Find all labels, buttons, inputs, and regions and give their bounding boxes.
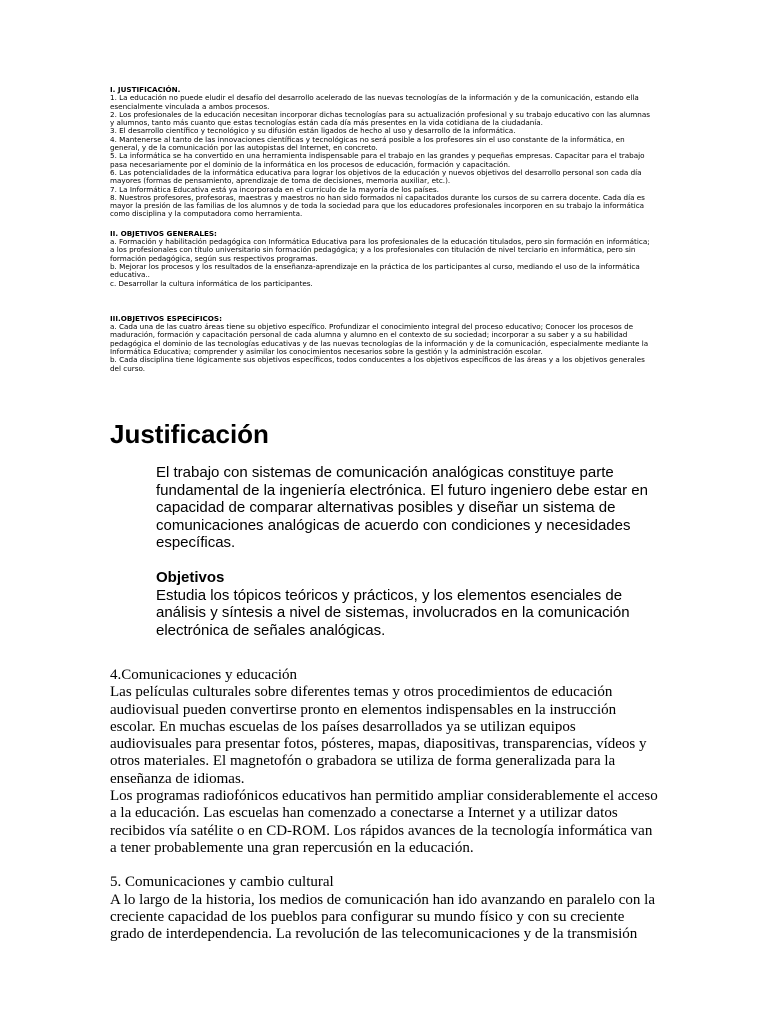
section1-item: 5. La informática se ha convertido en una herramienta indispensable para el trabajo en las grandes y pequeñas empresas. Capacitar para el trabajo pasa necesariamente por el dominio de la informática en los procesos de educación, formación y capacitación. (110, 151, 645, 169)
section3-item: b. Cada disciplina tiene lógicamente sus objetivos específicos, todos conducentes a los objetivos específicos de las áreas y a los objetivos generales del curso. (110, 355, 645, 373)
serif-text-block (110, 667, 660, 943)
objetivos-text: Estudia los tópicos teóricos y prácticos, y los elementos esenciales de análisis y síntesis a nivel de sistemas, involucrados en la comunicación electrónica de señales analógicas. (156, 586, 630, 639)
justificacion-title: Justificación (110, 419, 269, 449)
section3-item: a. Cada una de las cuatro áreas tiene su objetivo específico. Profundizar el conocimiento integral del proceso educativo; Conocer los procesos de maduración, formación y capacitación personal de cada alumna y alumno en el contexto de su sociedad; incorporar a su saber y a su habilidad pedagógica el dominio de las tecnologías educativas y de las nuevas tecnologías de la información y de la comunicación, especialmente mediante la Informática Educativa; comprender y asimilar los conocimientos necesarios sobre la gestión y la administración escolar. (110, 322, 649, 357)
objetivos-heading: Objetivos (156, 568, 225, 586)
section3-heading: III.OBJETIVOS ESPECÍFICOS: (110, 313, 222, 323)
section1-heading: I. JUSTIFICACIÓN. (110, 85, 181, 94)
section1-item: 8. Nuestros profesores, profesoras, maestras y maestros no han sido formados ni capacitados durante los cursos de su carrera docente. Cada día es mayor la presión de las familias de los alumnos y de toda la sociedad para que los educadores profesionales incorporen en su trabajo la informática como disciplina y la computadora como herramienta. (110, 192, 645, 219)
section5-paragraph: A lo largo de la historia, los medios de comunicación han ido avanzando en paralelo con la creciente capacidad de los pueblos para configurar su mundo físico y con su creciente grado de interdependencia. La revolución de las telecomunicaciones y de la transmisión (110, 891, 655, 943)
section2-item: a. Formación y habilitación pedagógica con Informática Educativa para los profesionales de la educación titulados, pero sin formación en informática; a los profesionales con título universitario sin formación pedagógica; y a los profesionales con titulación de nivel terciario en informática, pero sin formación pedagógica, según sus respectivos programas. (110, 237, 650, 263)
section1-item: 7. La Informática Educativa está ya incorporada en el currículo de la mayoría de los países. (110, 184, 439, 194)
section1-item: 4. Mantenerse al tanto de las innovaciones científicas y tecnológicas no será posible a los profesores sin el uso constante de la informática, en general, y de la comunicación por las autopistas del Internet, en concreto. (110, 134, 625, 153)
section2-item: c. Desarrollar la cultura informática de los participantes. (110, 278, 313, 288)
section2-item: b. Mejorar los procesos y los resultados de la enseñanza-aprendizaje en la práctica de los participantes al curso, mediando el uso de la informática educativa.. (110, 261, 640, 280)
section1-item: 3. El desarrollo científico y tecnológico y su difusión están ligados de hecho al uso y desarrollo de la informática. (110, 126, 516, 136)
justificacion-paragraph: El trabajo con sistemas de comunicación analógicas constituye parte fundamental de la ingeniería electrónica. El futuro ingeniero debe estar en capacidad de comparar alternativas posibles y diseñar un sistema de comunicaciones analógicas de acuerdo con condiciones y necesidades específicas. (156, 464, 648, 552)
section5-heading: 5. Comunicaciones y cambio cultural (110, 874, 334, 891)
section1-item: 1. La educación no puede eludir el desafío del desarrollo acelerado de las nuevas tecnologías de la información y de la comunicación, estando ella esencialmente vinculada a ambos procesos. (110, 93, 639, 111)
section4-paragraph: Los programas radiofónicos educativos han permitido ampliar considerablemente el acceso a la educación. Las escuelas han comenzado a conectarse a Internet y a utilizar datos recibidos vía satélite o en CD-ROM. Los rápidos avances de la tecnología informática van a tener probablemente una gran repercusión en la educación. (110, 788, 658, 856)
section2-heading: II. OBJETIVOS GENERALES: (110, 228, 217, 238)
section4-heading: 4.Comunicaciones y educación (110, 667, 298, 683)
section1-item: 2. Los profesionales de la educación necesitan incorporar dichas tecnologías para su actualización profesional y su trabajo educativo con las alumnas y alumnos, tanto más cuanto que estas tecnologías están cada día más presentes en la vida cotidiana de la ciudadanía. (110, 109, 650, 128)
section1-item: 6. Las potencialidades de la informática educativa para lograr los objetivos de la educación y nuevos objetivos del desarrollo personal son cada día mayores (formas de pensamiento, aprendizaje de toma de decisiones, memoria auxiliar, etc.). (110, 167, 642, 186)
section4-paragraph: Las películas culturales sobre diferentes temas y otros procedimientos de educación audiovisual pueden convertirse pronto en elementos indispensables en la instrucción escolar. En muchas escuelas de los países desarrollados ya se utilizan equipos audiovisuales para presentar fotos, pósteres, mapas, diapositivas, transparencias, vídeos y otros materiales. El magnetofón o grabadora se utiliza de forma generalizada para la enseñanza de idiomas. (110, 684, 647, 787)
justificacion-block (156, 464, 676, 639)
small-text-block (110, 86, 655, 373)
